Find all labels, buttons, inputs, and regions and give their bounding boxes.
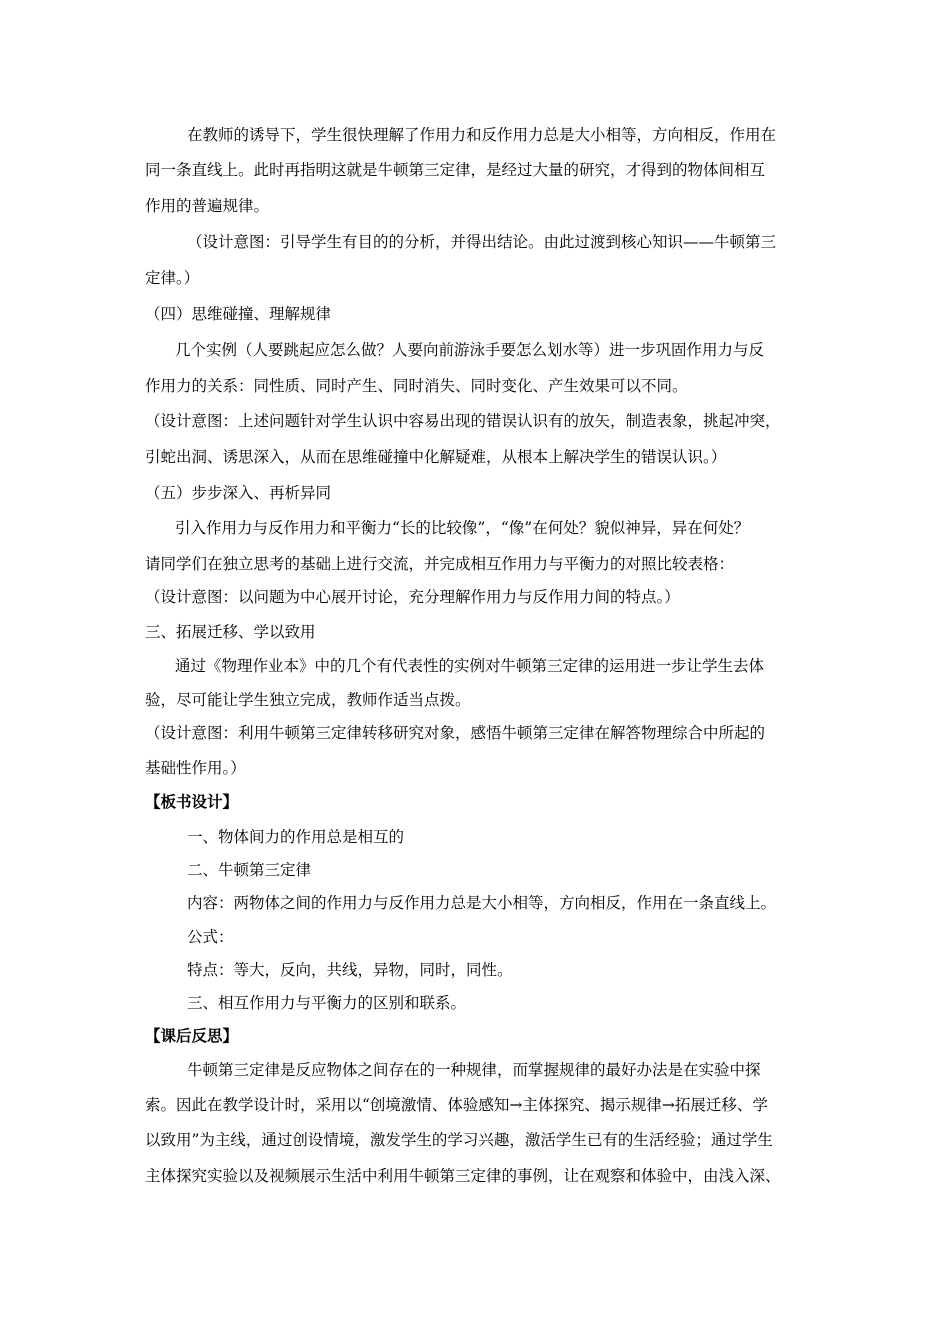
text-line: 主体探究实验以及视频展示生活中利用牛顿第三定律的事例，让在观察和体验中，由浅入深、 bbox=[145, 1167, 781, 1185]
text-line: 作用力的关系：同性质、同时产生、同时消失、同时变化、产生效果可以不同。 bbox=[145, 377, 688, 395]
board-design-heading: 【板书设计】 bbox=[145, 792, 239, 811]
design-intent-line: （设计意图：以问题为中心展开讨论，充分理解作用力与反作用力间的特点。） bbox=[145, 588, 680, 606]
design-intent-line: （设计意图：利用牛顿第三定律转移研究对象，感悟牛顿第三定律在解答物理综合中所起的 bbox=[145, 724, 766, 742]
text-line: 请同学们在独立思考的基础上进行交流，并完成相互作用力与平衡力的对照比较表格： bbox=[145, 555, 735, 573]
reflection-heading: 【课后反思】 bbox=[145, 1026, 239, 1045]
text-line: 同一条直线上。此时再指明这就是牛顿第三定律，是经过大量的研究，才得到的物体间相互 bbox=[145, 161, 766, 179]
design-intent-line: 引蛇出洞、诱思深入，从而在思维碰撞中化解疑难，从根本上解决学生的错误认识。） bbox=[145, 448, 727, 466]
text-line: 在教师的诱导下，学生很快理解了作用力和反作用力总是大小相等，方向相反，作用在 bbox=[187, 126, 777, 144]
text-line: 牛顿第三定律是反应物体之间存在的一种规律，而掌握规律的最好办法是在实验中探 bbox=[187, 1061, 761, 1079]
design-intent-line: （设计意图：引导学生有目的的分析，并得出结论。由此过渡到核心知识——牛顿第三 bbox=[187, 233, 777, 251]
text-line: 以致用”为主线，通过创设情境，激发学生的学习兴趣，激活学生已有的生活经验；通过学生 bbox=[145, 1131, 773, 1149]
board-item: 二、牛顿第三定律 bbox=[187, 861, 312, 879]
text-line: 引入作用力与反作用力和平衡力“长的比较像”，“像”在何处？貌似神异，异在何处？ bbox=[175, 519, 750, 537]
design-intent-line: 定律。） bbox=[145, 269, 200, 287]
text-line: 验，尽可能让学生独立完成，教师作适当点拨。 bbox=[145, 691, 471, 709]
board-item: 特点：等大，反向，共线，异物，同时，同性。 bbox=[187, 961, 513, 979]
text-line: 通过《物理作业本》中的几个有代表性的实例对牛顿第三定律的运用进一步让学生去体 bbox=[175, 657, 765, 675]
section-heading-5: （五）步步深入、再析异同 bbox=[145, 484, 332, 502]
text-line: 作用的普遍规律。 bbox=[145, 197, 270, 215]
design-intent-line: （设计意图：上述问题针对学生认识中容易出现的错误认识有的放矢，制造表象，挑起冲突， bbox=[145, 412, 781, 430]
design-intent-line: 基础性作用。） bbox=[145, 759, 246, 777]
board-item: 三、相互作用力与平衡力的区别和联系。 bbox=[187, 994, 467, 1012]
board-item: 一、物体间力的作用总是相互的 bbox=[187, 828, 405, 846]
board-item: 公式： bbox=[187, 928, 234, 946]
text-line: 几个实例（人要跳起应怎么做？人要向前游泳手要怎么划水等）进一步巩固作用力与反 bbox=[175, 341, 765, 359]
text-line: 索。因此在教学设计时，采用以“创境激情、体验感知→主体探究、揭示规律→拓展迁移、学 bbox=[145, 1096, 768, 1114]
section-heading-4: （四）思维碰撞、理解规律 bbox=[145, 305, 332, 323]
section-heading-3: 三、拓展迁移、学以致用 bbox=[145, 623, 316, 641]
board-item: 内容：两物体之间的作用力与反作用力总是大小相等，方向相反，作用在一条直线上。 bbox=[187, 894, 777, 912]
